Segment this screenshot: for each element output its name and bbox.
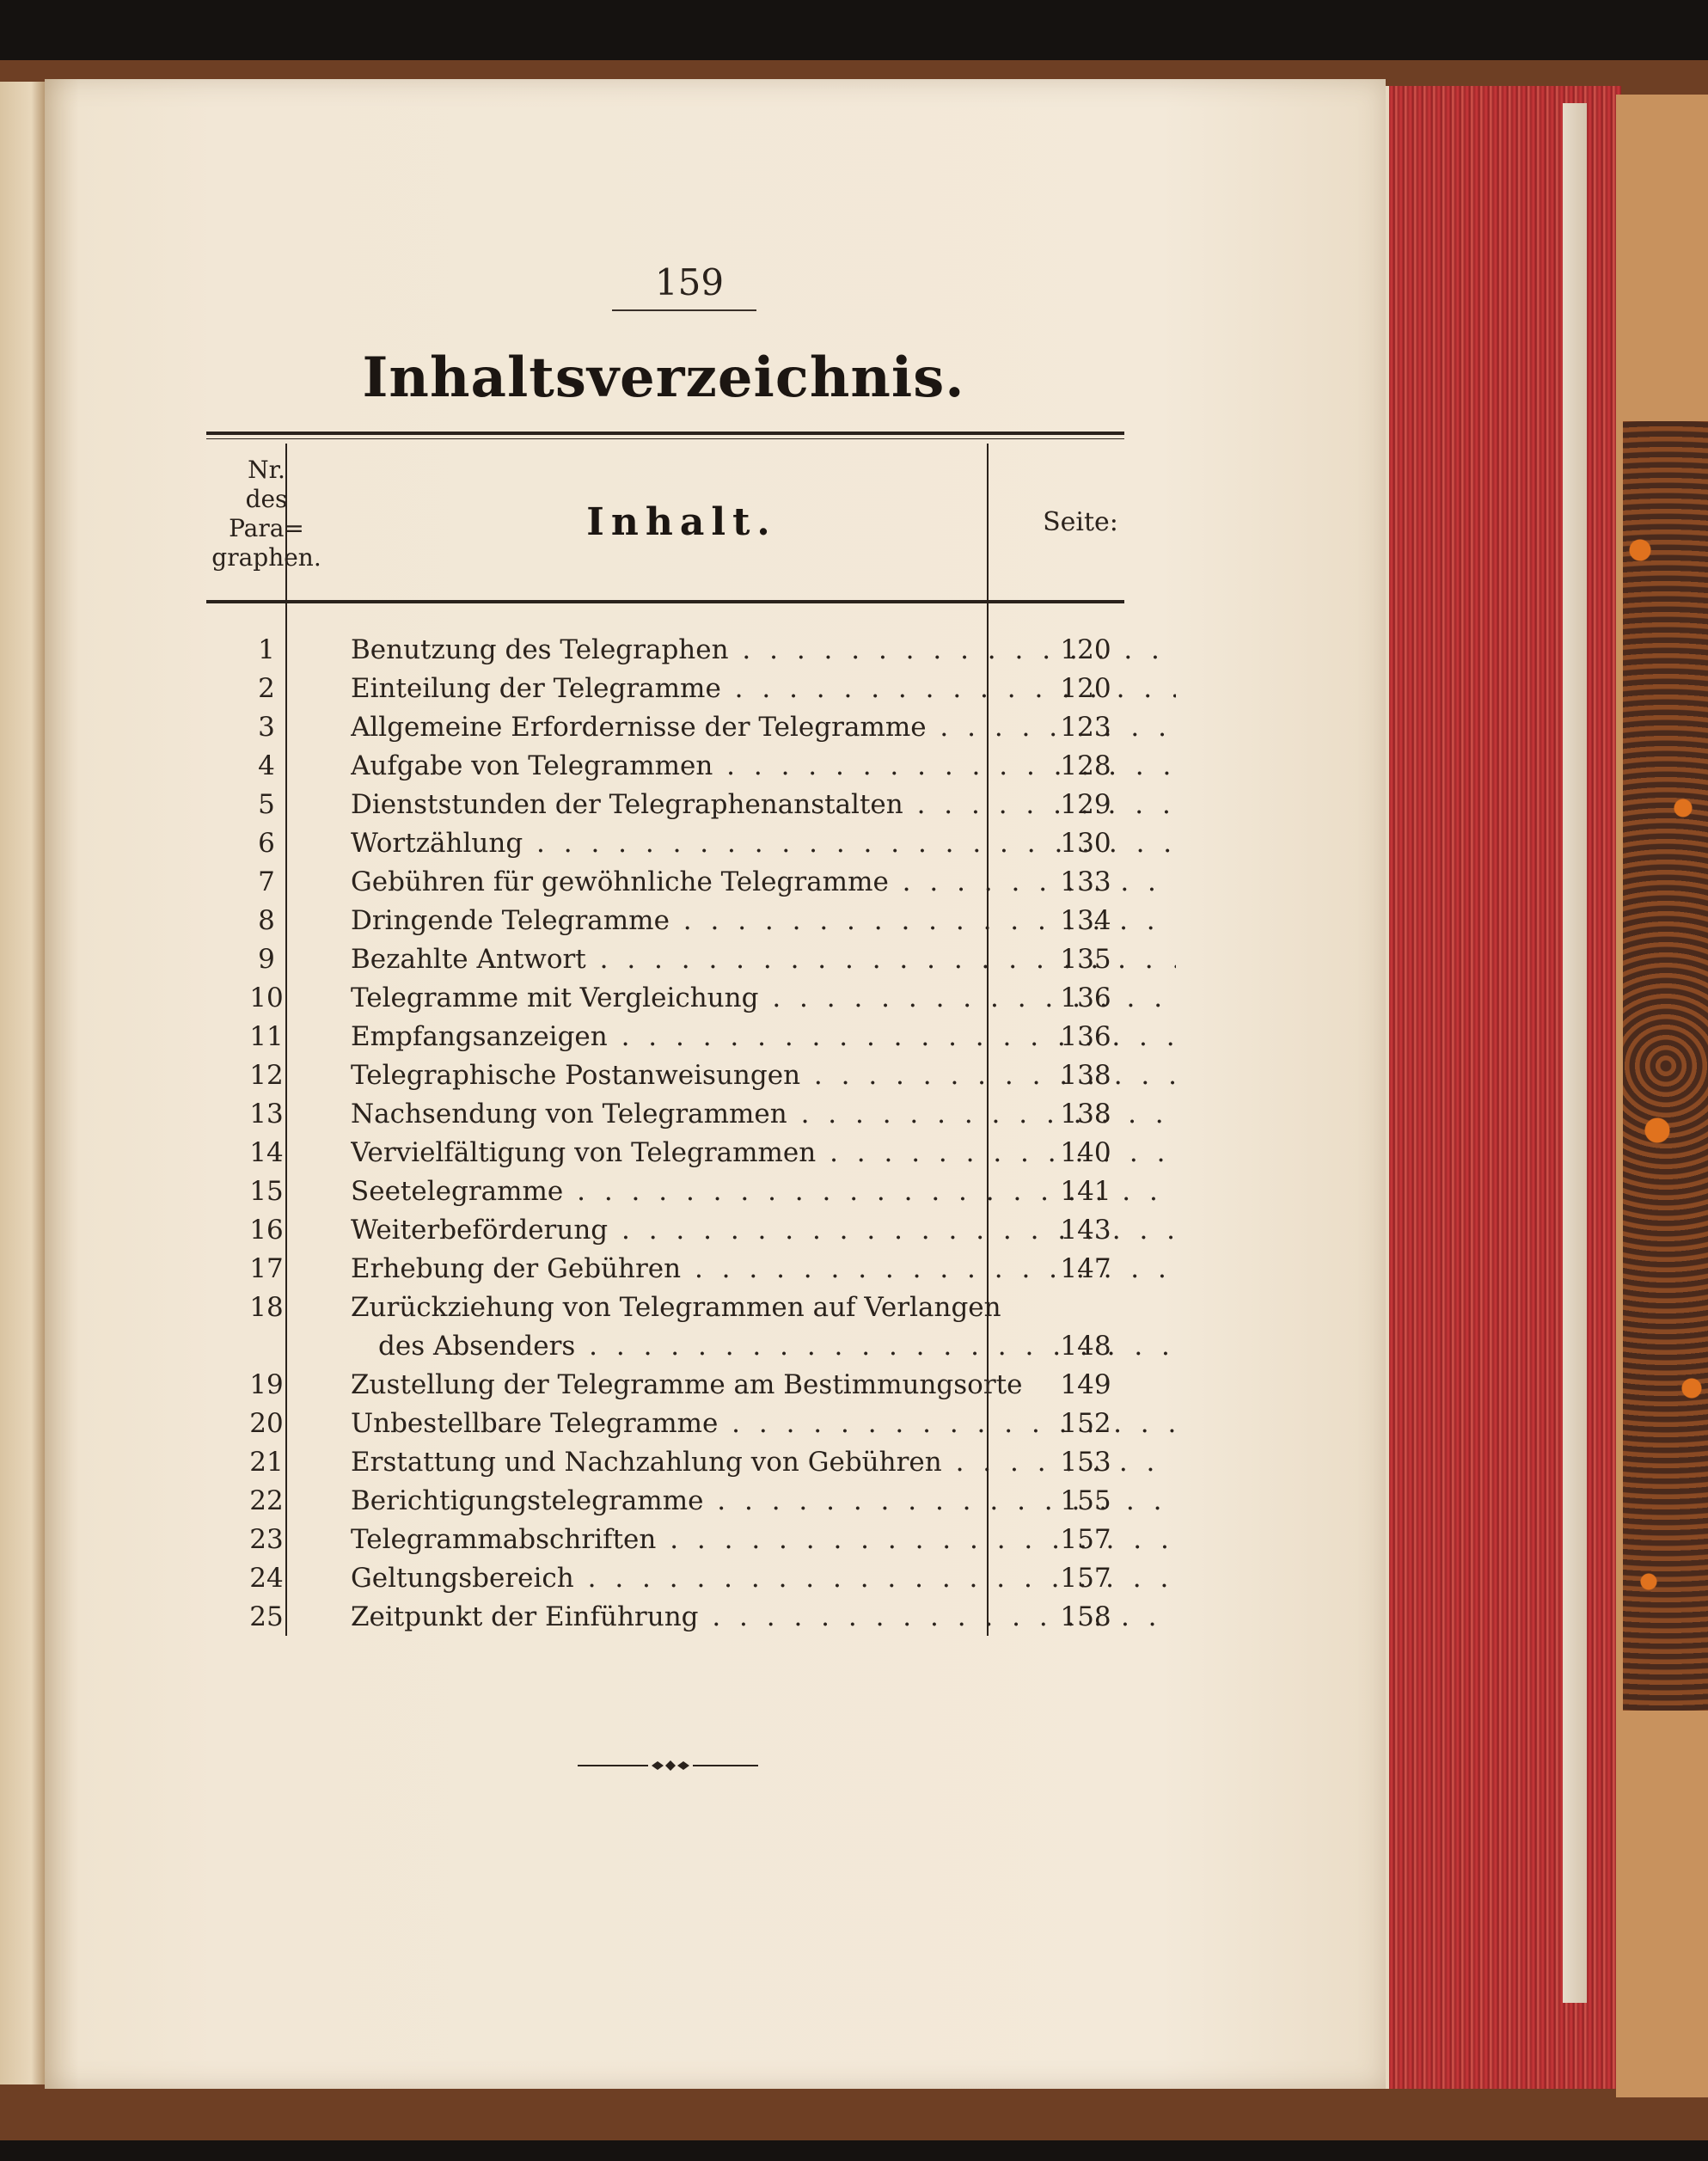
toc-row bbox=[206, 1598, 1135, 1637]
toc-number: 23 bbox=[249, 1524, 284, 1555]
toc-page: 130 bbox=[1060, 828, 1111, 859]
toc-page: 141 bbox=[1060, 1176, 1111, 1207]
header-page: Seite: bbox=[1043, 507, 1118, 537]
table-top-rule bbox=[206, 432, 1124, 435]
toc-page: 157 bbox=[1060, 1563, 1111, 1594]
toc-row bbox=[206, 631, 1135, 670]
toc-title: Telegramme mit Vergleichung . . . bbox=[351, 983, 1176, 1021]
toc-title: Unbestellbare Telegramme . . . bbox=[351, 1408, 1176, 1447]
end-ornament-icon bbox=[578, 1757, 758, 1774]
toc-page: 120 bbox=[1060, 634, 1111, 665]
toc-page: 153 bbox=[1060, 1447, 1111, 1478]
toc-title: Erhebung der Gebühren . . . bbox=[351, 1253, 1176, 1292]
toc-title: Benutzung des Telegraphen . . . bbox=[351, 634, 1176, 673]
toc-row bbox=[206, 786, 1135, 824]
page-number: 159 bbox=[654, 261, 725, 303]
toc-page: 138 bbox=[1060, 1060, 1111, 1091]
toc-number: 10 bbox=[249, 983, 284, 1013]
toc-number: 19 bbox=[249, 1369, 284, 1400]
toc-page: 128 bbox=[1060, 750, 1111, 781]
toc-page: 136 bbox=[1060, 1021, 1111, 1052]
page-block-inner-edge bbox=[1563, 103, 1587, 2003]
toc-number: 21 bbox=[249, 1447, 284, 1478]
toc-number: 16 bbox=[249, 1215, 284, 1246]
table-of-contents bbox=[206, 631, 1135, 1637]
header-nr-line: Nr. bbox=[248, 456, 285, 484]
table-top-rule-thin bbox=[206, 438, 1124, 439]
toc-page: 140 bbox=[1060, 1137, 1111, 1168]
toc-page: 133 bbox=[1060, 866, 1111, 897]
toc-title: Telegraphische Postanweisungen . . . bbox=[351, 1060, 1176, 1099]
toc-number: 17 bbox=[249, 1253, 284, 1284]
toc-title: Zeitpunkt der Einführung . . . bbox=[351, 1601, 1176, 1640]
toc-row bbox=[206, 1559, 1135, 1598]
toc-number: 4 bbox=[258, 750, 275, 781]
toc-row bbox=[206, 1521, 1135, 1559]
book-page bbox=[45, 79, 1386, 2089]
toc-row bbox=[206, 824, 1135, 863]
toc-row bbox=[206, 1172, 1135, 1211]
left-page-edge bbox=[0, 82, 46, 2084]
toc-page: 138 bbox=[1060, 1099, 1111, 1129]
toc-title: Erstattung und Nachzahlung von Gebühren . . . bbox=[351, 1447, 1176, 1485]
header-nr-line: Para= bbox=[229, 514, 304, 542]
toc-title: Wortzählung . . . bbox=[351, 828, 1176, 866]
toc-row bbox=[206, 1405, 1135, 1443]
page-title: Inhaltsverzeichnis. bbox=[362, 346, 965, 410]
toc-title: Seetelegramme . . . bbox=[351, 1176, 1176, 1215]
header-content: Inhalt. bbox=[586, 500, 777, 544]
toc-number: 6 bbox=[258, 828, 275, 859]
toc-number: 9 bbox=[258, 944, 275, 975]
header-nr-line: des bbox=[245, 485, 288, 513]
toc-number: 20 bbox=[249, 1408, 284, 1439]
header-paragraph-number bbox=[206, 456, 327, 572]
toc-title: Berichtigungstelegramme . . . bbox=[351, 1485, 1176, 1524]
toc-title: Allgemeine Erfordernisse der Telegramme . . . bbox=[351, 712, 1176, 750]
toc-number: 15 bbox=[249, 1176, 284, 1207]
toc-number: 2 bbox=[258, 673, 275, 704]
toc-number: 3 bbox=[258, 712, 275, 743]
toc-row bbox=[206, 1134, 1135, 1172]
toc-row bbox=[206, 863, 1135, 902]
toc-title: Geltungsbereich . . . bbox=[351, 1563, 1176, 1601]
toc-row bbox=[206, 670, 1135, 708]
toc-row bbox=[206, 1018, 1135, 1056]
toc-row bbox=[206, 1211, 1135, 1250]
toc-number: 8 bbox=[258, 905, 275, 936]
marbled-endpaper bbox=[1623, 421, 1708, 1711]
header-nr-line: graphen. bbox=[211, 543, 321, 572]
toc-number: 1 bbox=[258, 634, 275, 665]
toc-title: Vervielfältigung von Telegrammen . . . bbox=[351, 1137, 1176, 1176]
toc-page: 120 bbox=[1060, 673, 1111, 704]
toc-row bbox=[206, 1289, 1135, 1366]
toc-row bbox=[206, 747, 1135, 786]
toc-row bbox=[206, 1250, 1135, 1289]
toc-title: Weiterbeförderung . . . bbox=[351, 1215, 1176, 1253]
toc-title: Dringende Telegramme . . . bbox=[351, 905, 1176, 944]
toc-page: 123 bbox=[1060, 712, 1111, 743]
toc-number: 12 bbox=[249, 1060, 284, 1091]
toc-page: 157 bbox=[1060, 1524, 1111, 1555]
toc-row bbox=[206, 1095, 1135, 1134]
toc-row bbox=[206, 1056, 1135, 1095]
toc-number: 22 bbox=[249, 1485, 284, 1516]
toc-page: 129 bbox=[1060, 789, 1111, 820]
toc-title: Dienststunden der Telegraphenanstalten . . . bbox=[351, 789, 1176, 828]
toc-page: 152 bbox=[1060, 1408, 1111, 1439]
toc-number: 25 bbox=[249, 1601, 284, 1632]
toc-page: 158 bbox=[1060, 1601, 1111, 1632]
toc-title: Nachsendung von Telegrammen . . . bbox=[351, 1099, 1176, 1137]
toc-title: Aufgabe von Telegrammen . . . bbox=[351, 750, 1176, 789]
toc-page: 135 bbox=[1060, 944, 1111, 975]
toc-row bbox=[206, 708, 1135, 747]
page-number-rule bbox=[612, 309, 756, 311]
toc-title: Gebühren für gewöhnliche Telegramme . . . bbox=[351, 866, 1176, 905]
toc-title: Zurückziehung von Telegrammen auf Verlangen bbox=[351, 1292, 1001, 1323]
toc-number: 24 bbox=[249, 1563, 284, 1594]
toc-page: 136 bbox=[1060, 983, 1111, 1013]
toc-row bbox=[206, 1443, 1135, 1482]
toc-number: 5 bbox=[258, 789, 275, 820]
toc-page: 155 bbox=[1060, 1485, 1111, 1516]
toc-title-continuation: des Absenders . . . bbox=[378, 1331, 1178, 1369]
toc-title: Einteilung der Telegramme . . . bbox=[351, 673, 1176, 712]
toc-number: 7 bbox=[258, 866, 275, 897]
toc-title: Bezahlte Antwort . . . bbox=[351, 944, 1176, 983]
toc-title: Telegrammabschriften . . . bbox=[351, 1524, 1176, 1563]
toc-number: 14 bbox=[249, 1137, 284, 1168]
toc-page: 148 bbox=[1060, 1331, 1111, 1362]
toc-row bbox=[206, 1366, 1135, 1405]
toc-row bbox=[206, 979, 1135, 1018]
toc-number: 11 bbox=[249, 1021, 284, 1052]
toc-number: 18 bbox=[249, 1292, 284, 1323]
toc-row bbox=[206, 940, 1135, 979]
toc-number: 13 bbox=[249, 1099, 284, 1129]
toc-title: Zustellung der Telegramme am Bestimmungsorte bbox=[351, 1369, 1023, 1400]
toc-page: 143 bbox=[1060, 1215, 1111, 1246]
toc-row bbox=[206, 1482, 1135, 1521]
toc-row bbox=[206, 902, 1135, 940]
toc-page: 149 bbox=[1060, 1369, 1111, 1400]
toc-page: 147 bbox=[1060, 1253, 1111, 1284]
toc-title: Empfangsanzeigen . . . bbox=[351, 1021, 1176, 1060]
toc-page: 134 bbox=[1060, 905, 1111, 936]
